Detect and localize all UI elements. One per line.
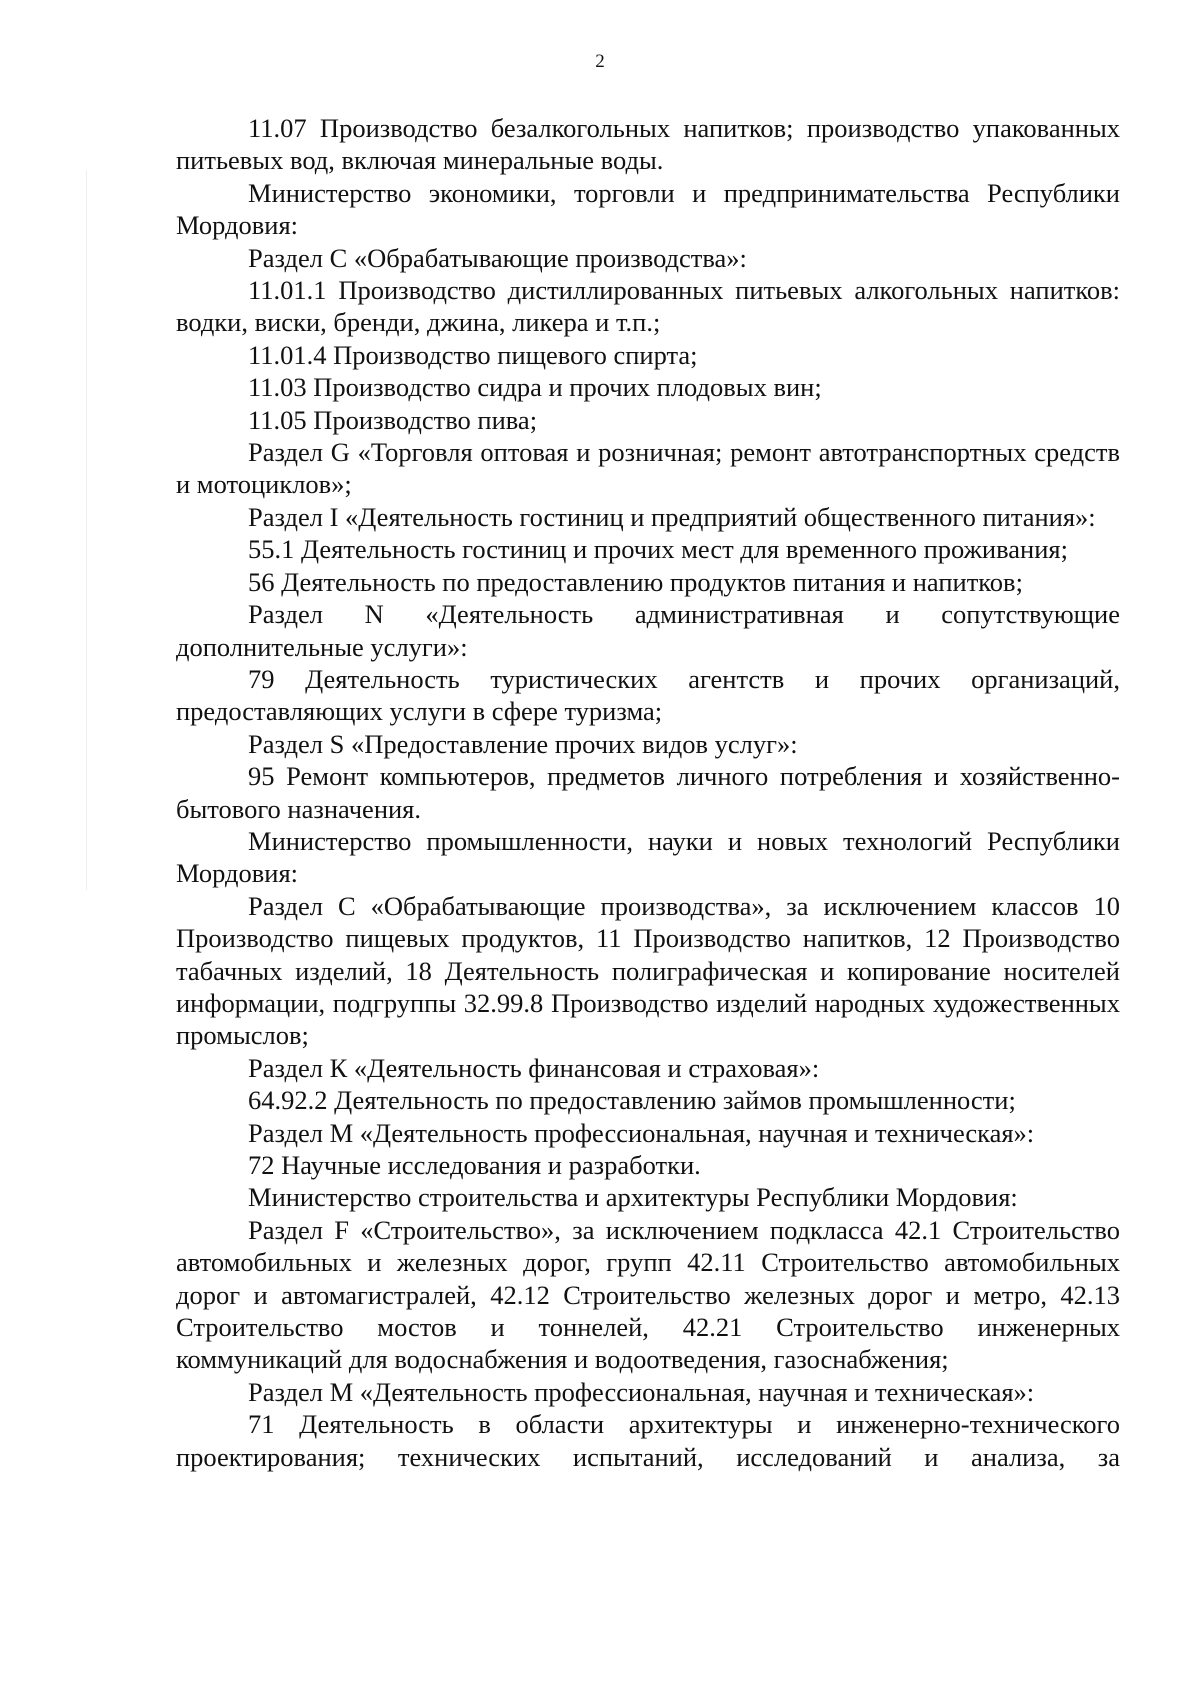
document-body (176, 112, 1120, 1473)
paragraph: Раздел G «Торговля оптовая и розничная; ремонт автотранспортных средств и мотоциклов»; (176, 437, 1120, 500)
paragraph: Раздел S «Предоставление прочих видов услуг»: (248, 728, 798, 759)
paragraph: 71 Деятельность в области архитектуры и инженерно-технического проектирования; технических испытаний, исследований и анализа, за (176, 1409, 1120, 1472)
paragraph: 11.01.4 Производство пищевого спирта; (248, 339, 698, 370)
paragraph: Раздел I «Деятельность гостиниц и предприятий общественного питания»: (248, 501, 1096, 532)
paragraph: 79 Деятельность туристических агентств и прочих организаций, предоставляющих услуги в сфере туризма; (176, 663, 1120, 727)
paragraph: 64.92.2 Деятельность по предоставлению займов промышленности; (248, 1085, 1016, 1116)
paragraph: 56 Деятельность по предоставлению продуктов питания и напитков; (248, 566, 1023, 597)
paragraph: Раздел К «Деятельность финансовая и страховая»: (248, 1052, 820, 1083)
paragraph: Раздел С «Обрабатывающие производства»: (248, 242, 747, 273)
paragraph: 11.05 Производство пива; (248, 404, 538, 435)
paragraph: 11.07 Производство безалкогольных напитков; производство упакованных питьевых вод, включая минеральные воды. (176, 113, 1120, 176)
paragraph: 95 Ремонт компьютеров, предметов личного потребления и хозяйственно-бытового назначения. (176, 761, 1120, 824)
paragraph: 55.1 Деятельность гостиниц и прочих мест для временного проживания; (248, 534, 1068, 565)
paragraph: Министерство экономики, торговли и предпринимательства Республики Мордовия: (176, 177, 1120, 241)
page-number: 2 (595, 51, 605, 72)
paragraph: Министерство промышленности, науки и новых технологий Республики Мордовия: (176, 825, 1120, 889)
paragraph: Раздел F «Строительство», за исключением подкласса 42.1 Строительство автомобильных и железных дорог, групп 42.11 Строительство автомобильных дорог и автомагистралей, 42.12 Строительство железных дорог и метро, 42.13 Строительство мостов и тоннелей, 42.21 Строительство инженерных коммуникаций для водоснабжения и водоотведения, газоснабжения; (176, 1214, 1120, 1375)
paragraph: Раздел N «Деятельность административная и сопутствующие дополнительные услуги»: (176, 599, 1120, 662)
paragraph: 72 Научные исследования и разработки. (248, 1150, 701, 1180)
scan-margin-line (86, 170, 87, 890)
paragraph: Раздел М «Деятельность профессиональная, научная и техническая»: (248, 1376, 1035, 1407)
paragraph: 11.01.1 Производство дистиллированных питьевых алкогольных напитков: водки, виски, бренди, джина, ликера и т.п.; (176, 275, 1120, 338)
paragraph: Министерство строительства и архитектуры Республики Мордовия: (248, 1182, 1018, 1213)
paragraph: 11.03 Производство сидра и прочих плодовых вин; (248, 372, 822, 403)
paragraph: Раздел М «Деятельность профессиональная, научная и техническая»: (248, 1117, 1035, 1148)
paragraph: Раздел С «Обрабатывающие производства», за исключением классов 10 Производство пищевых продуктов, 11 Производство напитков, 12 Производство табачных изделий, 18 Деятельность полиграфическая и копирование носителей информации, подгруппы 32.99.8 Производство изделий народных художественных промыслов; (176, 890, 1120, 1051)
